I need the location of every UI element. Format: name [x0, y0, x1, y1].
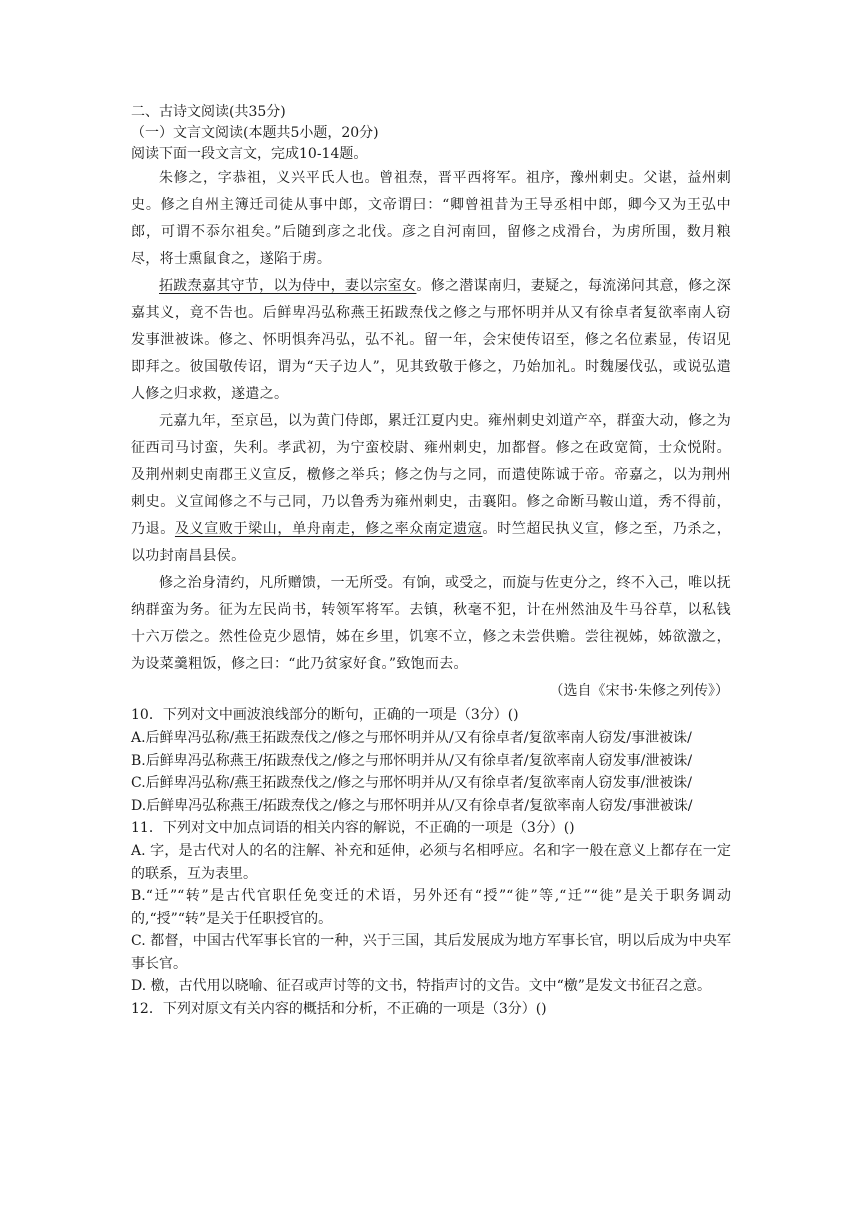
passage-text: 。修之潜谋南归，妻疑之，每流涕问其意，修之深嘉其义，竟不告也。后鲜卑冯弘称燕王拓跋焘伐之修之与邢怀明并从又有徐卓者复欲率南人窃发事泄被诛。修之、怀明惧奔冯弘，弘不礼。留一年，会宋使传诏至，修之名位素显，传诏见即拜之。彼国敬传诏，谓为“天子边人”，见其致敬于修之，乃始加礼。时魏屡伐弘，或说弘遣人修之归求救，遂遣之。 [131, 278, 732, 402]
passage-text: 。时竺超民执义宣，修之至，乃杀之，以功封南昌县侯。 [131, 521, 731, 564]
question-10-option-c: C.后鲜卑冯弘称/燕王拓跋焘伐之/修之与邢怀明并从/又有徐卓者/复欲率南人窃发事/泄被诛/ [131, 775, 692, 791]
question-11-stem: 11．下列对文中加点词语的相关内容的解说，不正确的一项是（3分）() [131, 820, 575, 836]
section-title: 二、古诗文阅读(共35分) [131, 104, 286, 120]
passage-paragraph-3 [131, 408, 731, 570]
passage-source: （选自《宋书·朱修之列传》） [549, 683, 729, 699]
passage-paragraph-1: 朱修之，字恭祖，义兴平氏人也。曾祖焘，晋平西将军。祖序，豫州刺史。父谌，益州刺史。修之自州主簿迁司徒从事中郎，文帝谓曰：“卿曾祖昔为王导丞相中郎，卿今又为王弘中郎，可谓不忝尔祖矣。”后随到彦之北伐。彦之自河南回，留修之戍滑台，为虏所围，数月粮尽，将士熏鼠食之，遂陷于虏。 [131, 170, 731, 267]
passage-paragraph-2 [131, 273, 731, 408]
question-10-option-b: B.后鲜卑冯弘称燕王/拓跋焘伐之/修之与邢怀明并从/又有徐卓者/复欲率南人窃发事/泄被诛/ [131, 752, 693, 769]
question-11-option-c: C. 都督，中国古代军事长官的一种，兴于三国，其后发展成为地方军事长官，明以后成为中央军事长官。 [131, 933, 731, 972]
question-10-stem: 10．下列对文中画波浪线部分的断句，正确的一项是（3分）() [131, 707, 519, 723]
passage-paragraph-4: 修之治身清约，凡所赠馈，一无所受。有饷，或受之，而旋与佐吏分之，终不入己，唯以抚纳群蛮为务。征为左民尚书，转领军将军。去镇，秋毫不犯，计在州然油及牛马谷草，以私钱十六万偿之。然性俭克少恩情，姊在乡里，饥寒不立，修之未尝供赡。尝往视姊，姊欲激之，为设菜羹粗饭，修之曰：“此乃贫家好食。”致饱而去。 [131, 575, 731, 672]
question-12-stem: 12．下列对原文有关内容的概括和分析，不正确的一项是（3分）() [131, 1000, 547, 1017]
subsection-title: （一）文言文阅读(本题共5小题，20分) [131, 125, 379, 141]
passage-text: 元嘉九年，至京邑，以为黄门侍郎，累迁江夏内史。雍州刺史刘道产卒，群蛮大动，修之为征西司马讨蛮，失利。孝武初，为宁蛮校尉、雍州刺史，加都督。修之在政宽简，士众悦附。及荆州刺史南郡王义宣反，檄修之举兵；修之伪与之同，而遣使陈诚于帝。帝嘉之，以为荆州刺史。义宣闻修之不与己同，乃以鲁秀为雍州刺史，击襄阳。修之命断马鞍山道，秀不得前，乃退。 [131, 413, 731, 537]
question-11-option-b: B.“迁”“转”是古代官职任免变迁的术语，另外还有“授”“徙”等,“迁”“徙”是关于职务调动的,“授”“转”是关于任职授官的。 [131, 888, 731, 927]
wavy-underlined-text: 拓跋焘嘉其守节，以为侍中，妻以宗室女 [159, 278, 417, 294]
question-11-option-a: A. 字，是古代对人的名的注解、补充和延伸，必须与名相呼应。名和字一般在意义上都存在一定的联系，互为表里。 [131, 843, 731, 882]
question-11-option-d: D. 檄，古代用以晓喻、征召或声讨等的文书，特指声讨的文告。文中“檄”是发文书征召之意。 [131, 978, 711, 994]
instruction: 阅读下面一段文言文，完成10-14题。 [131, 146, 368, 162]
question-10-option-a: A.后鲜卑冯弘称/燕王拓跋焘伐之/修之与邢怀明并从/又有徐卓者/复欲率南人窃发/事泄被诛/ [131, 730, 692, 746]
underlined-text: 及义宣败于梁山，单舟南走，修之率众南定遗寇 [174, 521, 483, 537]
question-10-option-d: D.后鲜卑冯弘称燕王/拓跋焘伐之/修之与邢怀明并从/又有徐卓者/复欲率南人窃发/事泄被诛/ [131, 797, 693, 814]
document-page [131, 102, 731, 1021]
